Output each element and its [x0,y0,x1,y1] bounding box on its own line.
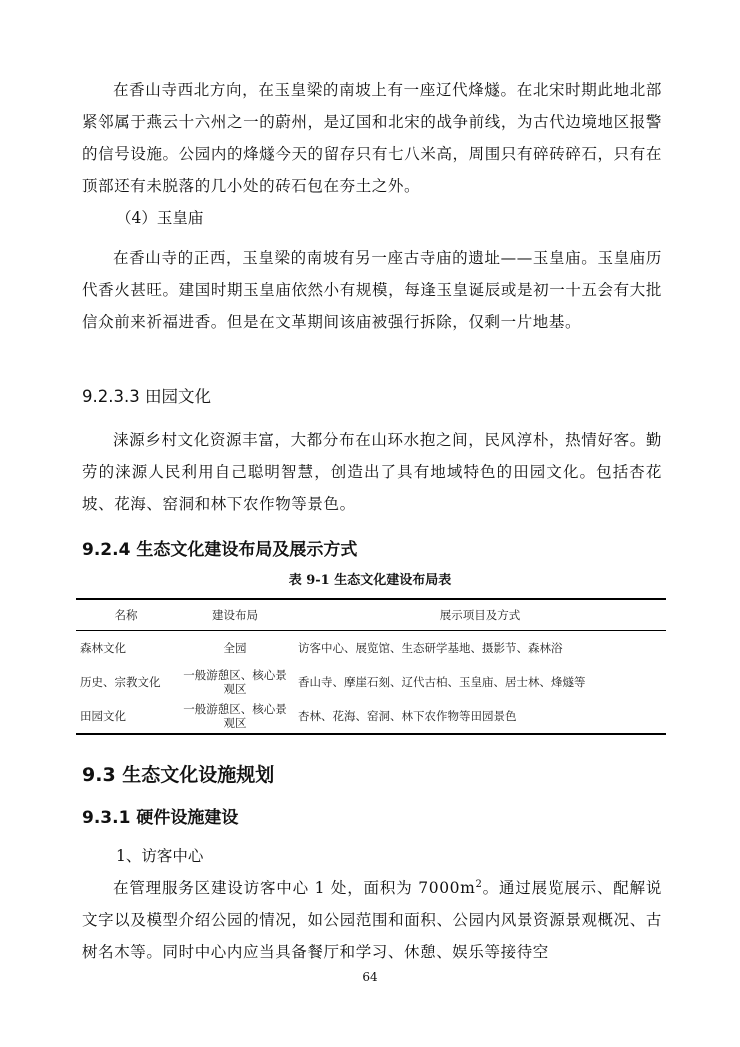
cell-layout: 一般游憩区、核心景观区 [183,668,287,696]
cell-display: 香山寺、摩崖石刻、辽代古柏、玉皇庙、居士林、烽燧等 [298,675,586,689]
paragraph-visitor-center-part-b: 。通过展览展示、配解说文字以及模型介绍公园的情况，如公园范围和面积、公园内风景资源景观概况、古树名木等。同时中心内应当具备餐厅和学习、休憩、娱乐等接待空 [82,879,663,961]
cell-name: 历史、宗教文化 [80,675,161,689]
paragraph-liao-beacon: 在香山寺西北方向，在玉皇梁的南坡上有一座辽代烽燧。在北宋时期此地北部紧邻属于燕云十六州之一的蔚州，是辽国和北宋的战争前线，为古代边境地区报警的信号设施。公园内的烽燧今天的留存只有七八米高，周围只有碎砖碎石，只有在顶部还有未脱落的几小处的砖石包在夯土之外。 [82,81,662,195]
header-layout: 建设布局 [176,599,294,631]
header-display: 展示项目及方式 [294,599,666,631]
cell-display: 杏林、花海、窑洞、林下农作物等田园景色 [294,699,666,734]
page-number: 64 [362,970,378,984]
heading-9-3: 9.3 生态文化设施规划 [82,764,275,786]
heading-9-3-1: 9.3.1 硬件设施建设 [82,808,239,828]
paragraph-visitor-center-part-a: 在管理服务区建设访客中心 1 处，面积为 7000m [113,879,476,897]
cell-name: 森林文化 [80,641,126,655]
paragraph-yuhuang-temple: 在香山寺的正西，玉皇梁的南坡有另一座古寺庙的遗址——玉皇庙。玉皇庙历代香火甚旺。建国时期玉皇庙依然小有规模，每逢玉皇诞辰或是初一十五会有大批信众前来祈福进香。但是在文革期间该庙被强行拆除，仅剩一片地基。 [82,249,662,331]
layout-table [76,598,666,735]
subheading-yuhuang-temple: （4）玉皇庙 [116,209,204,227]
heading-9-2-4: 9.2.4 生态文化建设布局及展示方式 [82,540,358,560]
cell-layout: 全园 [223,641,247,655]
paragraph-pastoral-culture: 涞源乡村文化资源丰富，大都分布在山环水抱之间，民风淳朴，热情好客。勤劳的涞源人民利用自己聪明智慧，创造出了具有地域特色的田园文化。包括杏花坡、花海、窑洞和林下农作物等景色。 [82,431,662,513]
item-visitor-center: 1、访客中心 [116,847,204,865]
header-name: 名称 [76,599,176,631]
paragraph-visitor-center [82,872,662,968]
table-header-row [76,599,666,631]
cell-name: 田园文化 [76,699,176,734]
cell-display: 访客中心、展览馆、生态研学基地、摄影节、森林浴 [298,641,563,655]
table-row [76,631,666,666]
table-row [76,665,666,699]
superscript-2: 2 [475,878,483,890]
table-caption: 表 9-1 生态文化建设布局表 [288,573,452,588]
table-row [76,699,666,734]
cell-layout: 一般游憩区、核心景观区 [176,699,294,734]
heading-9-2-3-3: 9.2.3.3 田园文化 [82,387,211,406]
